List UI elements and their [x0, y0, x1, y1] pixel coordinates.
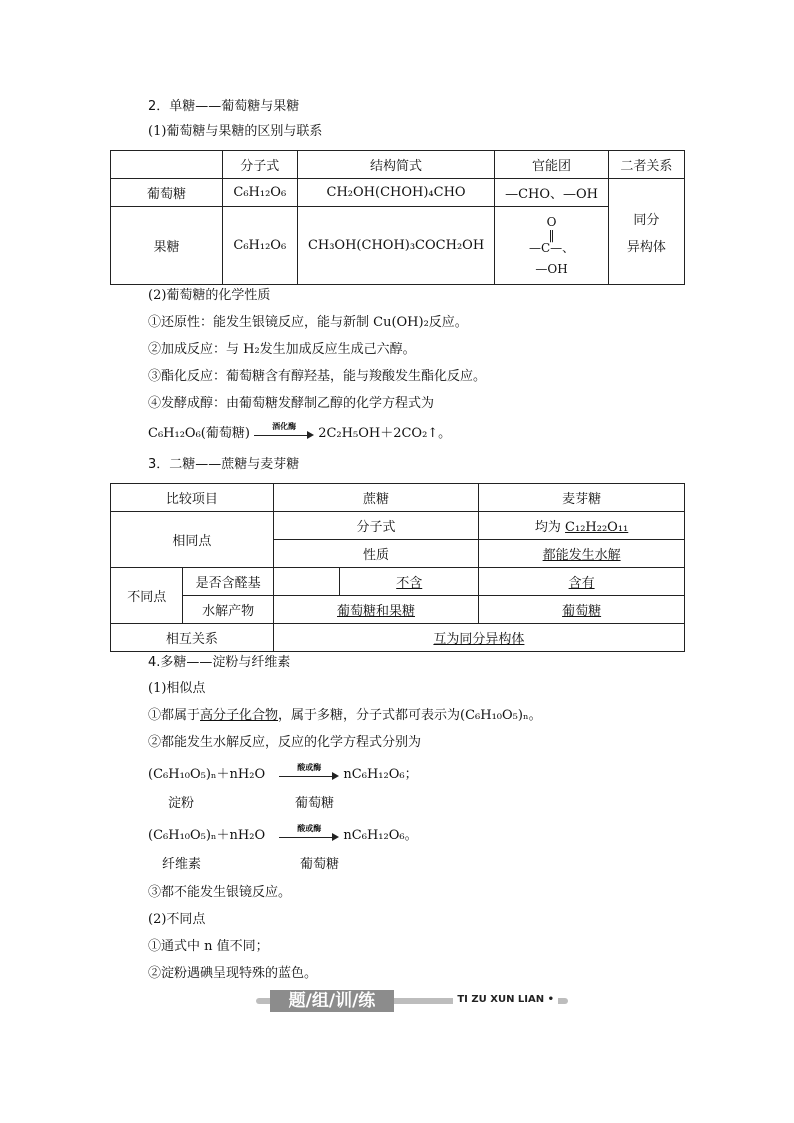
property-label: 性质	[273, 540, 478, 568]
carbonyl-c: —C—、	[528, 240, 575, 255]
reaction-arrow: 酸或酶	[279, 829, 339, 843]
glucose-property-1: ①还原性：能发生银镜反应，能与新制 Cu(OH)₂反应。	[148, 315, 468, 330]
fructose-formula: C₆H₁₂O₆	[222, 207, 297, 285]
relation-line2: 异构体	[626, 239, 666, 255]
relation-label: 相互关系	[111, 624, 274, 652]
carbonyl-double-bond: ‖	[548, 227, 555, 242]
reaction-arrow	[254, 420, 314, 441]
reaction-arrow: 酸或酶	[279, 768, 339, 782]
arrow-condition: 酒化酶	[272, 420, 297, 431]
glucose-name: 葡萄糖	[111, 179, 223, 207]
aldehyde-label: 是否含醛基	[183, 568, 273, 596]
glucose-property-4: ④发酵成醇：由葡萄糖发酵制乙醇的化学方程式为	[148, 396, 435, 411]
equation-right: 2C₂H₅OH＋2CO₂↑。	[318, 426, 452, 441]
polysaccharide-point-1: ①都属于高分子化合物，属于多糖，分子式都可表示为(C₆H₁₀O₅)ₙ。	[148, 708, 542, 723]
glucose-groups: —CHO、—OH	[495, 179, 608, 207]
polysaccharide-point-3: ③都不能发生银镜反应。	[148, 885, 292, 900]
property-value: 都能发生水解	[479, 540, 685, 568]
table-header-maltose: 麦芽糖	[479, 484, 685, 512]
relation-line1: 同分	[633, 212, 660, 228]
monosaccharide-table	[110, 150, 685, 285]
table-header-formula: 分子式	[222, 151, 297, 179]
aldehyde-maltose: 含有	[479, 568, 685, 596]
same-label: 相同点	[111, 512, 274, 568]
glucose-label-1: 葡萄糖	[295, 796, 335, 811]
section-2-sub1: (1)葡萄糖与果糖的区别与联系	[148, 124, 323, 139]
section-2-heading: 2．单糖——葡萄糖与果糖	[148, 99, 300, 114]
section-4-heading: 4.多糖——淀粉与纤维素	[148, 655, 291, 670]
hydrolysis-maltose: 葡萄糖	[479, 596, 685, 624]
glucose-label-2: 葡萄糖	[300, 857, 340, 872]
equation-left: C₆H₁₂O₆(葡萄糖)	[148, 426, 250, 441]
aldehyde-blank	[273, 568, 339, 596]
table-header-groups: 官能团	[495, 151, 608, 179]
formula-answer: C₁₂H₂₂O₁₁	[565, 520, 629, 535]
glucose-structure: CH₂OH(CHOH)₄CHO	[297, 179, 495, 207]
fructose-structure: CH₃OH(CHOH)₃COCH₂OH	[297, 207, 495, 285]
glucose-property-2: ②加成反应：与 H₂发生加成反应生成己六醇。	[148, 342, 416, 357]
starch-label: 淀粉	[168, 796, 195, 811]
formula-value: 均为 C₁₂H₂₂O₁₁	[479, 512, 685, 540]
table-header-empty	[111, 151, 223, 179]
glucose-property-3: ③酯化反应：葡萄糖含有醇羟基，能与羧酸发生酯化反应。	[148, 369, 487, 384]
table-header-sucrose: 蔗糖	[273, 484, 478, 512]
cellulose-label: 纤维素	[162, 857, 202, 872]
section-4-sub1: (1)相似点	[148, 681, 206, 696]
table-header-item: 比较项目	[111, 484, 274, 512]
section-4-sub2: (2)不同点	[148, 912, 206, 927]
aldehyde-sucrose: 不含	[340, 568, 479, 596]
banner-subtitle: TI ZU XUN LIAN •	[453, 994, 558, 1005]
table-header-relation: 二者关系	[608, 151, 684, 179]
hydroxyl-group: —OH	[535, 261, 568, 276]
carbonyl-o: O	[546, 214, 557, 229]
disaccharide-table	[110, 483, 685, 652]
relation-cell	[608, 179, 684, 285]
hydrolysis-label: 水解产物	[183, 596, 273, 624]
difference-point-1: ①通式中 n 值不同；	[148, 939, 269, 954]
hydrolysis-sucrose: 葡萄糖和果糖	[273, 596, 478, 624]
diff-label: 不同点	[111, 568, 183, 624]
fructose-name: 果糖	[111, 207, 223, 285]
difference-point-2: ②淀粉遇碘呈现特殊的蓝色。	[148, 966, 318, 981]
banner-title: 题/组/训/练	[270, 990, 394, 1012]
glucose-formula: C₆H₁₂O₆	[222, 179, 297, 207]
relation-value: 互为同分异构体	[273, 624, 684, 652]
table-header-structure: 结构简式	[297, 151, 495, 179]
exercise-banner	[256, 990, 568, 1012]
section-3-heading: 3．二糖——蔗糖与麦芽糖	[148, 457, 300, 472]
fermentation-equation	[148, 420, 452, 443]
formula-label: 分子式	[273, 512, 478, 540]
fructose-groups	[495, 207, 608, 285]
hydrolysis-equation-1: (C₆H₁₀O₅)ₙ＋nH₂O 酸或酶 nC₆H₁₂O₆；	[148, 761, 418, 782]
polysaccharide-point-2: ②都能发生水解反应，反应的化学方程式分别为	[148, 735, 422, 750]
polymer-answer: 高分子化合物	[200, 708, 279, 723]
section-2-sub2: (2)葡萄糖的化学性质	[148, 288, 271, 303]
hydrolysis-equation-2: (C₆H₁₀O₅)ₙ＋nH₂O 酸或酶 nC₆H₁₂O₆。	[148, 822, 418, 843]
